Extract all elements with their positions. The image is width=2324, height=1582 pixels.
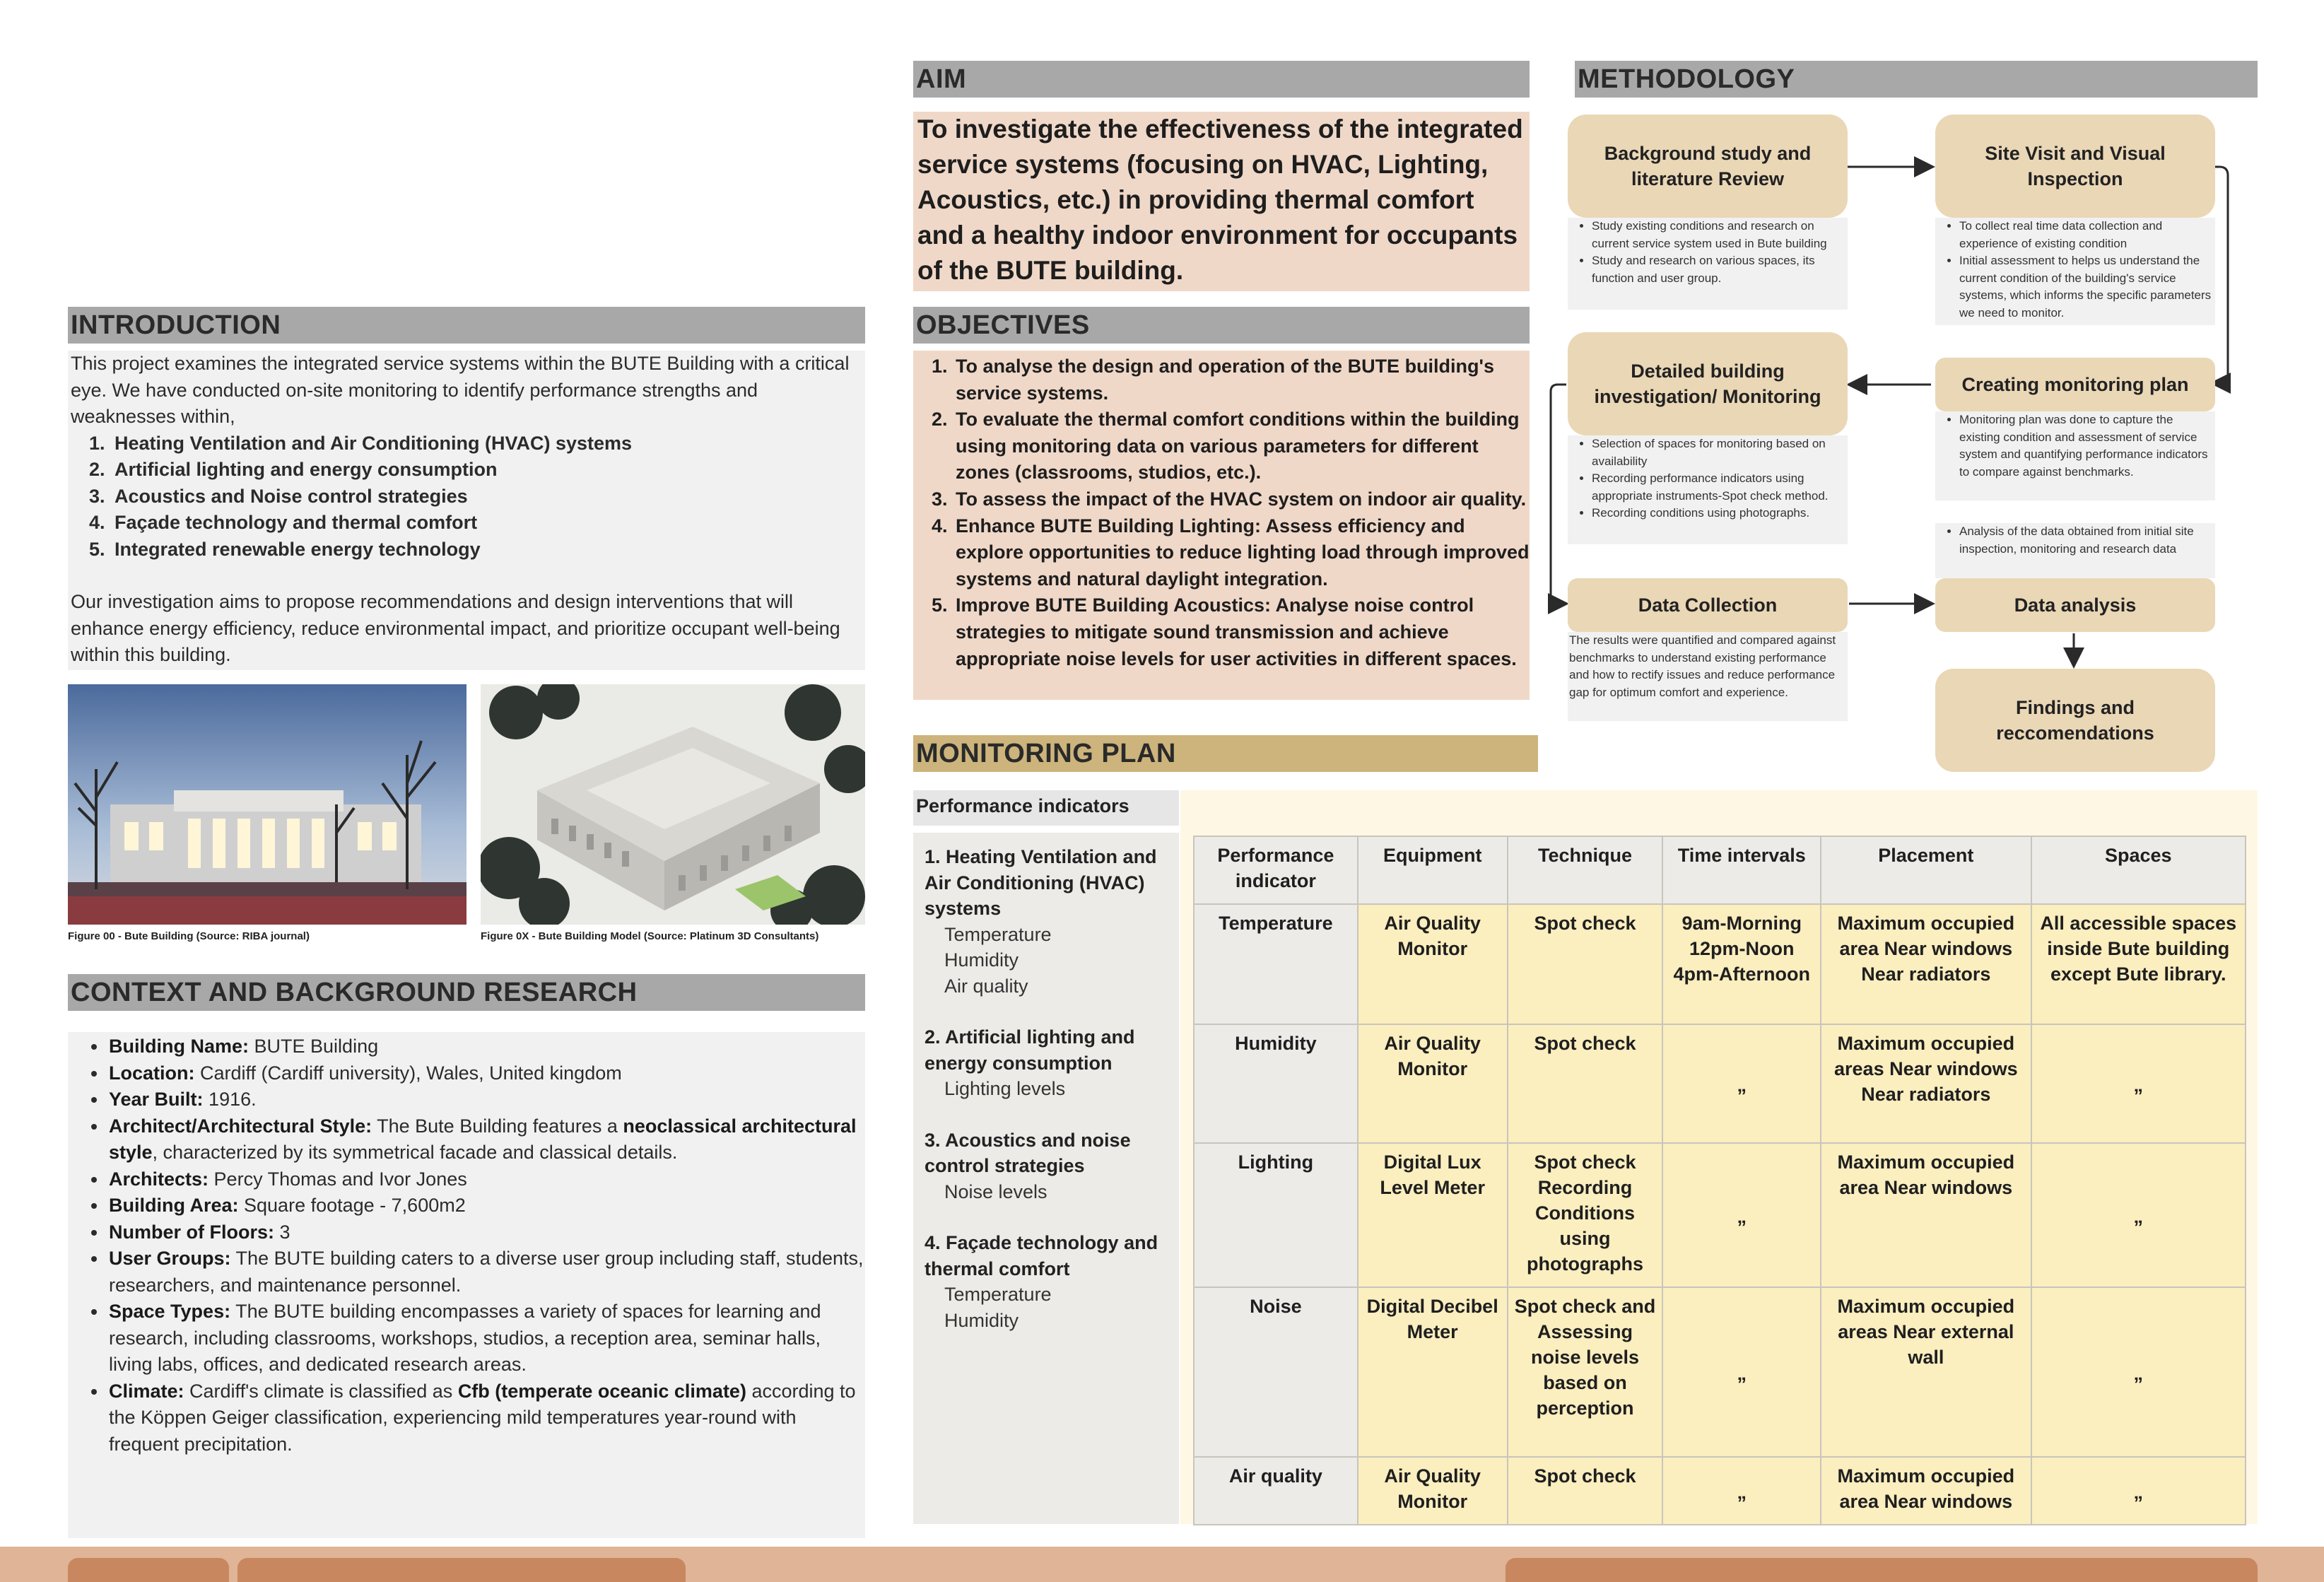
intro-item: 4. Façade technology and thermal comfort <box>110 510 862 537</box>
table-cell: Air quality <box>1194 1457 1358 1525</box>
table-cell: Noise <box>1194 1287 1358 1457</box>
method-note-collection: The results were quantified and compared against benchmarks to understand existing performance and how to rectify issues and reduce performance gap for optimum comfort and experience. <box>1568 632 1848 721</box>
table-cell: „ <box>2031 1287 2246 1457</box>
performance-indicators-panel <box>913 833 1179 1524</box>
context-heading: CONTEXT AND BACKGROUND RESEARCH <box>68 974 865 1011</box>
table-cell: Maximum occupied area Near windows <box>1821 1143 2031 1287</box>
table-cell: Maximum occupied areas Near windows Near radiators <box>1821 1024 2031 1143</box>
table-cell: Maximum occupied areas Near external wall <box>1821 1287 2031 1457</box>
indicator-group: 3. Acoustics and noise control strategies Noise levels <box>925 1129 1131 1202</box>
column-header: Time intervals <box>1662 836 1821 904</box>
table-cell: „ <box>1662 1287 1821 1457</box>
context-item: • Number of Floors: 3 <box>107 1219 865 1246</box>
table-cell: Air Quality Monitor <box>1358 904 1508 1024</box>
context-item: • User Groups: The BUTE building caters to a diverse user group including staff, students, researchers, and maintenance personnel. <box>107 1246 865 1299</box>
intro-paragraph-2: Our investigation aims to propose recommendations and design interventions that will enhance energy efficiency, reduce environmental impact, and prioritize occupant well-being within this building. <box>71 591 840 665</box>
footer-tab <box>68 1558 229 1582</box>
table-cell: „ <box>2031 1457 2246 1525</box>
context-item: • Architect/Architectural Style: The Bute Building features a neoclassical architectural style, characterized by its symmetrical facade and classical details. <box>107 1113 865 1166</box>
table-cell: Humidity <box>1194 1024 1358 1143</box>
table-cell: Maximum occupied area Near windows Near radiators <box>1821 904 2031 1024</box>
figure-caption: Figure 0X - Bute Building Model (Source: Platinum 3D Consultants) <box>481 930 819 942</box>
intro-item: 5. Integrated renewable energy technology <box>110 537 862 563</box>
method-note-creating: • Monitoring plan was done to capture the existing condition and assessment of service system and quantifying performance indicators to compare against benchmarks. <box>1935 411 2215 500</box>
table-header-row <box>1194 836 2246 904</box>
figure-caption: Figure 00 - Bute Building (Source: RIBA journal) <box>68 930 310 942</box>
monitoring-heading: MONITORING PLAN <box>913 735 1538 772</box>
table-cell: „ <box>2031 1024 2246 1143</box>
bute-building-photo <box>68 684 466 925</box>
table-row <box>1194 1287 2246 1457</box>
objective-item: 3. To assess the impact of the HVAC system on indoor air quality. <box>953 486 1530 513</box>
table-cell: Spot check <box>1508 904 1663 1024</box>
context-panel <box>68 1032 865 1538</box>
table-cell: Spot check <box>1508 1457 1663 1525</box>
method-node-background: Background study and literature Review <box>1568 115 1848 218</box>
context-item: • Climate: Cardiff's climate is classified as Cfb (temperate oceanic climate) according to the Köppen Geiger classification, experiencing mild temperatures year-round with frequent precipitation. <box>107 1378 865 1458</box>
objective-item: 5. Improve BUTE Building Acoustics: Analyse noise control strategies to mitigate sound transmission and achieve appropriate noise levels for user activities in different spaces. <box>953 592 1530 672</box>
performance-indicators-tab: Performance indicators <box>913 790 1179 826</box>
table-row <box>1194 1024 2246 1143</box>
indicator-group: 2. Artificial lighting and energy consumption Lighting levels <box>925 1026 1135 1099</box>
table-cell: Spot check <box>1508 1024 1663 1143</box>
footer-tab <box>1506 1558 2258 1582</box>
context-list <box>107 1033 865 1458</box>
indicator-group: 4. Façade technology and thermal comfort Temperature Humidity <box>925 1232 1158 1331</box>
table-cell: Spot check and Assessing noise levels based on perception <box>1508 1287 1663 1457</box>
table-cell: Lighting <box>1194 1143 1358 1287</box>
method-note-analysis: • Analysis of the data obtained from initial site inspection, monitoring and research data <box>1935 523 2215 578</box>
column-header: Spaces <box>2031 836 2246 904</box>
column-header: Technique <box>1508 836 1663 904</box>
method-node-creating-plan: Creating monitoring plan <box>1935 358 2215 411</box>
method-note-detailed: • Selection of spaces for monitoring based on availability • Recording performance indicators using appropriate instruments-Spot check method. • Recording conditions using photographs. <box>1568 435 1848 544</box>
objectives-list <box>953 353 1530 672</box>
table-cell: Maximum occupied area Near windows <box>1821 1457 2031 1525</box>
objective-item: 2. To evaluate the thermal comfort conditions within the building using monitoring data on various parameters for different zones (classrooms, studios, etc.). <box>953 406 1530 486</box>
column-header: Performance indicator <box>1194 836 1358 904</box>
table-cell: All accessible spaces inside Bute building except Bute library. <box>2031 904 2246 1024</box>
objective-item: 4. Enhance BUTE Building Lighting: Assess efficiency and explore opportunities to reduce lighting load through improved systems and natural daylight integration. <box>953 513 1530 593</box>
column-header: Equipment <box>1358 836 1508 904</box>
intro-list <box>110 430 862 563</box>
footer-tab <box>237 1558 686 1582</box>
table-cell: Temperature <box>1194 904 1358 1024</box>
intro-item: 1. Heating Ventilation and Air Conditioning (HVAC) systems <box>110 430 862 457</box>
column-header: Placement <box>1821 836 2031 904</box>
intro-panel <box>68 351 865 670</box>
method-note-site-visit: • To collect real time data collection and experience of existing condition • Initial assessment to helps us understand the current condition of the building's service systems, which informs the specific parameters we need to monitor. <box>1935 218 2215 325</box>
intro-item: 2. Artificial lighting and energy consumption <box>110 457 862 484</box>
context-item: • Architects: Percy Thomas and Ivor Jones <box>107 1166 865 1193</box>
monitoring-table <box>1193 836 2246 1525</box>
bute-building-model-image <box>481 684 865 925</box>
table-row <box>1194 1143 2246 1287</box>
objectives-heading: OBJECTIVES <box>913 307 1530 344</box>
context-item: • Location: Cardiff (Cardiff university), Wales, United kingdom <box>107 1060 865 1087</box>
context-item: • Year Built: 1916. <box>107 1086 865 1113</box>
table-cell: „ <box>1662 1143 1821 1287</box>
objective-item: 1. To analyse the design and operation of the BUTE building's service systems. <box>953 353 1530 406</box>
table-cell: Air Quality Monitor <box>1358 1024 1508 1143</box>
method-node-detailed-investigation: Detailed building investigation/ Monitoring <box>1568 332 1848 435</box>
table-cell: „ <box>1662 1024 1821 1143</box>
method-node-site-visit: Site Visit and Visual Inspection <box>1935 115 2215 218</box>
intro-item: 3. Acoustics and Noise control strategies <box>110 484 862 510</box>
methodology-heading: METHODOLOGY <box>1575 61 2258 98</box>
context-item: • Building Name: BUTE Building <box>107 1033 865 1060</box>
table-cell: Digital Decibel Meter <box>1358 1287 1508 1457</box>
context-item: • Building Area: Square footage - 7,600m2 <box>107 1193 865 1219</box>
indicator-group: 1. Heating Ventilation and Air Conditioning (HVAC) systems Temperature Humidity Air quality <box>925 846 1157 997</box>
intro-paragraph-1: This project examines the integrated service systems within the BUTE Building with a critical eye. We have conducted on-site monitoring to identify performance strengths and weaknesses within, <box>71 353 850 427</box>
aim-heading: AIM <box>913 61 1530 98</box>
method-node-data-analysis: Data analysis <box>1935 578 2215 632</box>
table-row <box>1194 1457 2246 1525</box>
method-node-data-collection: Data Collection <box>1568 578 1848 632</box>
method-note-background: • Study existing conditions and research on current service system used in Bute building • Study and research on various spaces, its function and user group. <box>1568 218 1848 310</box>
context-item: • Space Types: The BUTE building encompasses a variety of spaces for learning and research, including classrooms, workshops, studios, a reception area, seminar halls, living labs, offices, and dedicated research areas. <box>107 1299 865 1378</box>
objectives-panel <box>913 351 1530 700</box>
table-cell: Air Quality Monitor <box>1358 1457 1508 1525</box>
table-cell: „ <box>1662 1457 1821 1525</box>
table-cell: „ <box>2031 1143 2246 1287</box>
method-node-findings: Findings and reccomendations <box>1935 669 2215 772</box>
table-cell: 9am-Morning 12pm-Noon 4pm-Afternoon <box>1662 904 1821 1024</box>
table-row <box>1194 904 2246 1024</box>
intro-heading: INTRODUCTION <box>68 307 865 344</box>
table-cell: Digital Lux Level Meter <box>1358 1143 1508 1287</box>
table-cell: Spot check Recording Conditions using photographs <box>1508 1143 1663 1287</box>
aim-text: To investigate the effectiveness of the integrated service systems (focusing on HVAC, Lighting, Acoustics, etc.) in providing thermal comfort and a healthy indoor environment for occupants of the BUTE building. <box>913 112 1530 291</box>
